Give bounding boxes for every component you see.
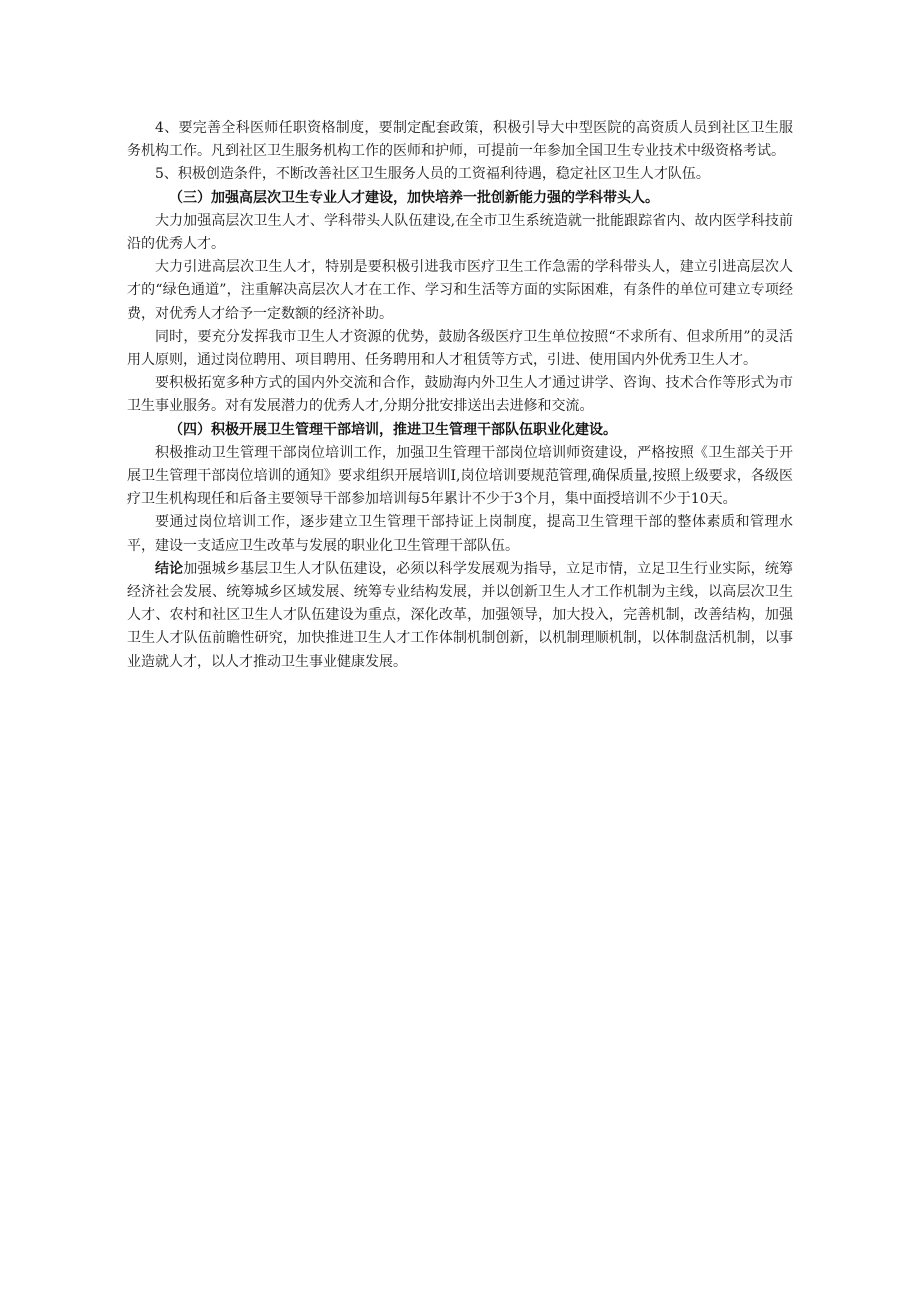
conclusion-text: 加强城乡基层卫生人才队伍建设，必须以科学发展观为指导，立足市情，立足卫生行业实际，统筹经济社会发展、统筹城乡区域发展、统筹专业结构发展，并以创新卫生人才工作机制为主线，以高层次卫生人才、农村和社区卫生人才队伍建设为重点，深化改革，加强领导，加大投入，完善机制，改善结构，加强卫生人才队伍前瞻性研究，加快推进卫生人才工作体制机制创新，以机制理顺机制，以体制盘活机制，以事业造就人才，以人才推动卫生事业健康发展。 [127,560,794,670]
paragraph: 大力加强高层次卫生人才、学科带头人队伍建设,在全市卫生系统造就一批能跟踪省内、故内医学科技前沿的优秀人才。 [127,212,793,253]
conclusion-paragraph [127,558,793,674]
paragraph: 同时，要充分发挥我市卫生人才资源的优势，鼓励各级医疗卫生单位按照“不求所有、但求所用”的灵活用人原则，通过岗位聘用、项目聘用、任务聘用和人才租赁等方式，引进、使用国内外优秀卫生人才。 [127,328,793,369]
document-body [127,117,793,674]
paragraph: 要积极拓宽多种方式的国内外交流和合作，鼓励海内外卫生人才通过讲学、咨询、技术合作等形式为市卫生事业服务。对有发展潜力的优秀人才,分期分批安排送出去进修和交流。 [127,375,793,415]
paragraph: 大力引进高层次卫生人才，特别是要积极引进我市医疗卫生工作急需的学科带头人，建立引进高层次人才的“绿色通道”，注重解决高层次人才在工作、学习和生活等方面的实际困难，有条件的单位可建立专项经费，对优秀人才给予一定数额的经济补助。 [127,259,793,322]
conclusion-lead: 结论 [155,560,184,577]
paragraph: 积极推动卫生管理干部岗位培训工作，加强卫生管理干部岗位培训师资建设，严格按照《卫生部关于开展卫生管理干部岗位培训的通知》要求组织开展培训Ⅰ,岗位培训要规范管理,确保质量,按照上级要求，各级医疗卫生机构现任和后备主要领导干部参加培训每5年累计不少于3个月，集中面授培训不少于10天。 [127,444,793,508]
section-heading-4: （四）积极开展卫生管理干部培训，推进卫生管理干部队伍职业化建设。 [169,421,617,438]
paragraph-item-5: 5、积极创造条件，不断改善社区卫生服务人员的工资福利待遇，稳定社区卫生人才队伍。 [155,166,710,183]
section-heading-3: （三）加强高层次卫生专业人才建设，加快培养一批创新能力强的学科带头人。 [169,189,659,206]
paragraph-item-4: 4、要完善全科医师任职资格制度，要制定配套政策，积极引导大中型医院的高资质人员到社区卫生服务机构工作。凡到社区卫生服务机构工作的医师和护师，可提前一年参加全国卫生专业技术中级资格考试。 [127,120,793,160]
paragraph: 要通过岗位培训工作，逐步建立卫生管理干部持证上岗制度，提高卫生管理干部的整体素质和管理水平，建设一支适应卫生改革与发展的职业化卫生管理干部队伍。 [127,514,793,554]
